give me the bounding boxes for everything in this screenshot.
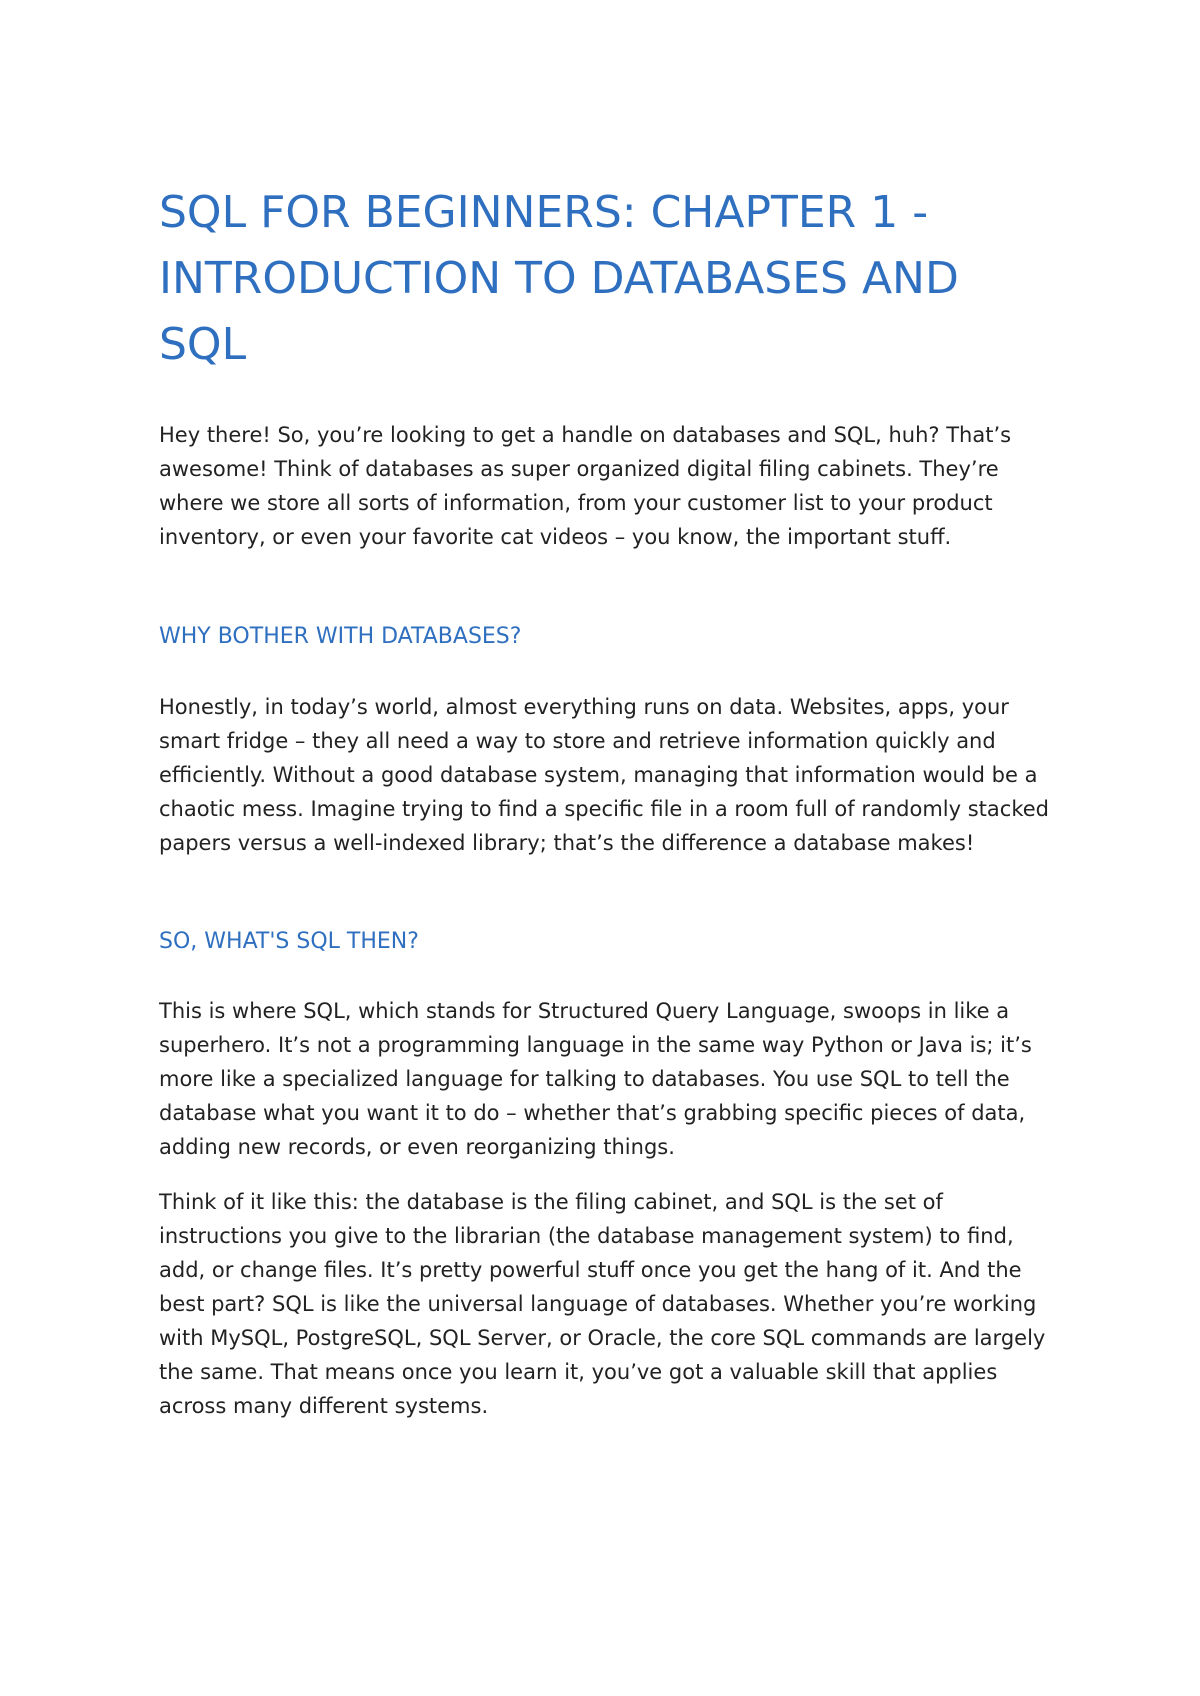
section-paragraph-whats-sql-2: Think of it like this: the database is the filing cabinet, and SQL is the set of instructions you give to the librarian (the database management system) to find, add, or change files. It’s pretty powerful stuff once you get the hang of it. And the best part? SQL is like the universal language of databases. Whether you’re working with MySQL, PostgreSQL, SQL Server, or Oracle, the core SQL commands are largely the same. That means once you learn it, you’ve got a valuable skill that applies across many different systems. [159,1190,1046,1418]
section-heading-why-databases: WHY BOTHER WITH DATABASES? [159,624,522,649]
section-paragraph-why-databases: Honestly, in today’s world, almost everything runs on data. Websites, apps, your smart fridge – they all need a way to store and retrieve information quickly and efficiently. Without a good database system, managing that information would be a chaotic mess. Imagine trying to find a specific file in a room full of randomly stacked papers versus a well-indexed library; that’s the difference a database makes! [159,695,1049,855]
section-paragraph-whats-sql-1: This is where SQL, which stands for Structured Query Language, swoops in like a superhero. It’s not a programming language in the same way Python or Java is; it’s more like a specialized language for talking to databases. You use SQL to tell the database what you want it to do – whether that’s grabbing specific pieces of data, adding new records, or even reorganizing things. [159,999,1032,1159]
section-heading-whats-sql: SO, WHAT'S SQL THEN? [159,929,419,954]
document-title: SQL FOR BEGINNERS: CHAPTER 1 - INTRODUCTION TO DATABASES AND SQL [159,187,959,370]
intro-paragraph: Hey there! So, you’re looking to get a handle on databases and SQL, huh? That’s awesome! Think of databases as super organized digital filing cabinets. They’re where we store all sorts of information, from your customer list to your product inventory, or even your favorite cat videos – you know, the important stuff. [159,423,1012,549]
